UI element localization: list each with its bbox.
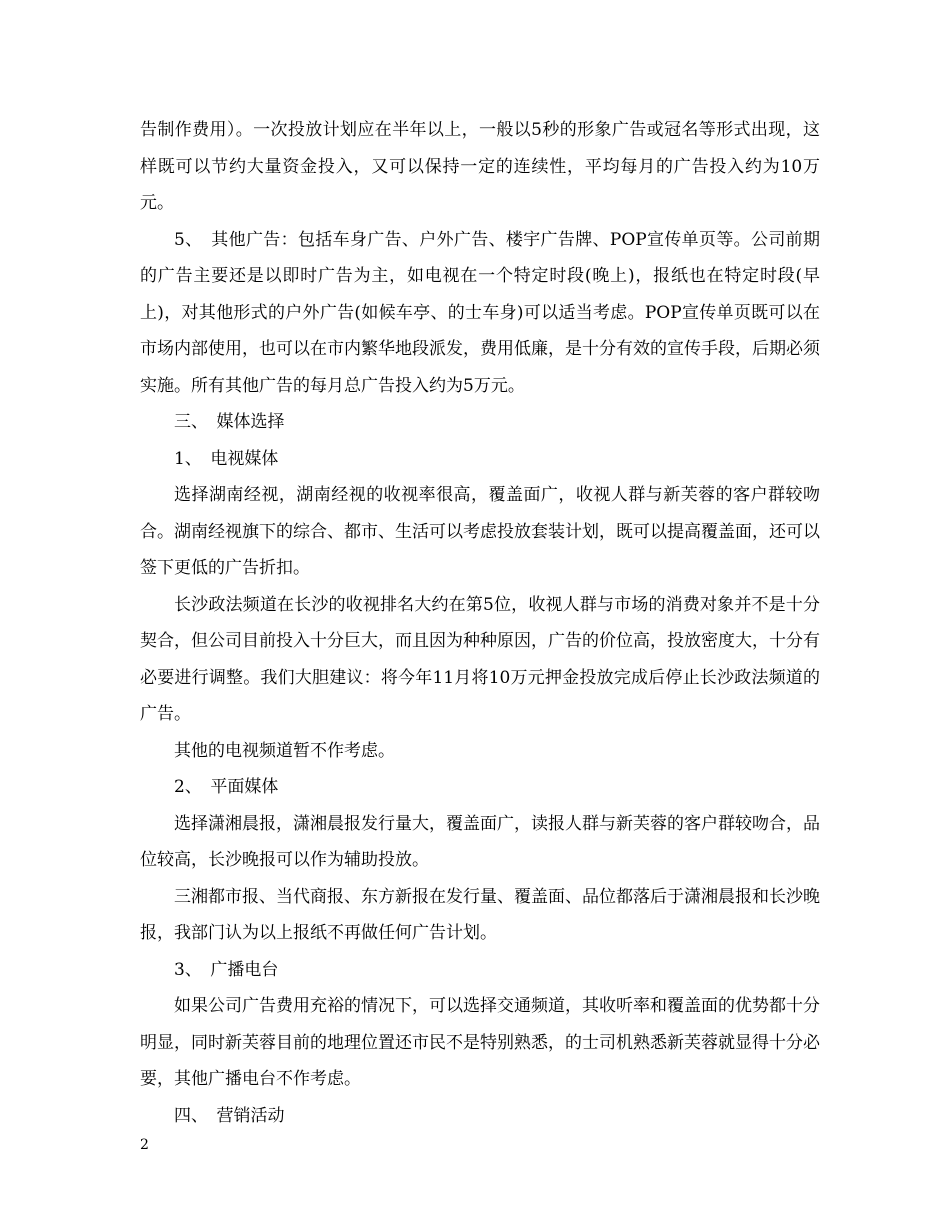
page-number: 2 — [140, 1137, 149, 1153]
paragraph-ad-production-cost: 告制作费用）。一次投放计划应在半年以上，一般以5秒的形象广告或冠名等形式出现，这样既可以节约大量资金投入，又可以保持一定的连续性，平均每月的广告投入约为10万元。 — [140, 120, 820, 213]
paragraph-traffic-radio: 如果公司广告费用充裕的情况下，可以选择交通频道，其收听率和覆盖面的优势都十分明显，同时新芙蓉目前的地理位置还市民不是特别熟悉，的士司机熟悉新芙蓉就显得十分必要，其他广播电台不作考虑。 — [140, 996, 820, 1089]
subheading-radio: 3、 广播电台 — [174, 959, 279, 980]
paragraph-other-ads: 5、 其他广告：包括车身广告、户外广告、楼宇广告牌、POP宣传单页等。公司前期的广告主要还是以即时广告为主，如电视在一个特定时段(晚上)，报纸也在特定时段(早上)，对其他形式的户外广告(如候车亭、的士车身)可以适当考虑。POP宣传单页既可以在市场内部使用，也可以在市内繁华地段派发，费用低廉，是十分有效的宣传手段，后期必须实施。所有其他广告的每月总广告投入约为5万元。 — [140, 229, 820, 396]
paragraph-other-tv-channels: 其他的电视频道暂不作考虑。 — [174, 740, 395, 761]
section-heading-media-selection: 三、 媒体选择 — [174, 412, 285, 432]
paragraph-xiaoxiang-morning-news: 选择潇湘晨报，潇湘晨报发行量大，覆盖面广，读报人群与新芙蓉的客户群较吻合，品位较高，长沙晚报可以作为辅助投放。 — [140, 813, 820, 870]
subheading-tv-media: 1、 电视媒体 — [174, 448, 279, 469]
paragraph-hunan-economic-tv: 选择湖南经视，湖南经视的收视率很高，覆盖面广，收视人群与新芙蓉的客户群较吻合。湖南经视旗下的综合、都市、生活可以考虑投放套装计划，既可以提高覆盖面，还可以签下更低的广告折扣。 — [140, 485, 820, 578]
paragraph-changsha-law-channel: 长沙政法频道在长沙的收视排名大约在第5位，收视人群与市场的消费对象并不是十分契合，但公司目前投入十分巨大，而且因为种种原因，广告的价位高，投放密度大，十分有必要进行调整。我们大胆建议：将今年11月将10万元押金投放完成后停止长沙政法频道的广告。 — [140, 594, 820, 724]
paragraph-other-newspapers: 三湘都市报、当代商报、东方新报在发行量、覆盖面、品位都落后于潇湘晨报和长沙晚报，我部门认为以上报纸不再做任何广告计划。 — [140, 886, 820, 943]
section-heading-marketing-activities: 四、 营销活动 — [174, 1105, 285, 1126]
document-body — [140, 112, 820, 1134]
subheading-print-media: 2、 平面媒体 — [174, 777, 279, 797]
